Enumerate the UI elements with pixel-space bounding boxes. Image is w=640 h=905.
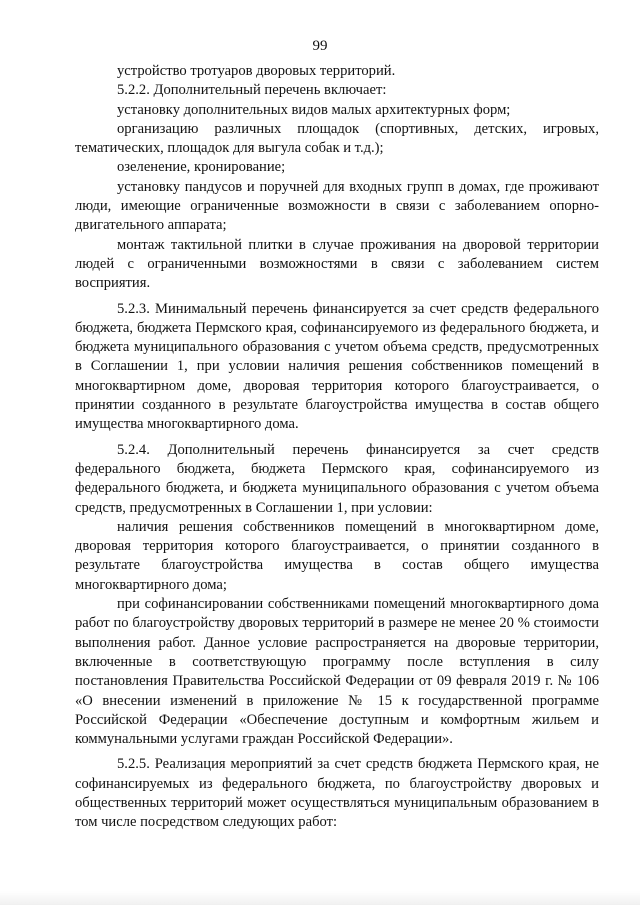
page-number: 99 xyxy=(312,38,328,54)
paragraph-11: при софинансировании собственниками помещений многоквартирного дома работ по благоустройству дворовых территорий в размере не менее 20 % стоимости выполнения работ. Данное условие распространяется на дворовые территории, включенные в соответствующую программу после вступления в силу постановления Правительства Российской Федерации от 09 февраля 2019 г. № 106 «О внесении изменений в приложение № 15 к государственной программе Российской Федерации «Обеспечение доступным и комфортным жильем и коммунальными услугами граждан Российской Федерации». xyxy=(75,596,599,748)
paragraph-5: озеленение, кронирование; xyxy=(117,159,286,176)
paragraph-7: монтаж тактильной плитки в случае проживания на дворовой территории людей с ограниченными возможностями в связи с заболеванием систем восприятия. xyxy=(75,236,599,292)
paragraph-8: 5.2.3. Минимальный перечень финансируется за счет средств федерального бюджета, бюджета Пермского края, софинансируемого из федерального бюджета, и бюджета муниципального образования с учетом объема средств, предусмотренных в Соглашении 1, при условии наличия решения собственников помещений в многоквартирном доме, дворовая территория которого благоустраивается, о принятии созданного в результате благоустройства имущества в состав общего имущества многоквартирного дома. xyxy=(75,300,599,433)
paragraph-9: 5.2.4. Дополнительный перечень финансируется за счет средств федерального бюджета, бюджета Пермского края, софинансируемого из федерального бюджета, и бюджета муниципального образования с учетом объема средств, предусмотренных в Соглашении 1, при условии: xyxy=(75,441,599,516)
paragraph-10: наличия решения собственников помещений в многоквартирном доме, дворовая территория которого благоустраивается, о принятии созданного в результате благоустройства имущества в состав общего имущества многоквартирного дома; xyxy=(75,518,599,593)
paragraph-2: 5.2.2. Дополнительный перечень включает: xyxy=(117,82,387,99)
paragraph-12: 5.2.5. Реализация мероприятий за счет средств бюджета Пермского края, не софинансируемых из федерального бюджета, по благоустройству дворовых и общественных территорий может осуществляться муниципальным образованием в том числе посредством следующих работ: xyxy=(75,756,599,831)
paragraph-4: организацию различных площадок (спортивных, детских, игровых, тематических, площадок для выгула собак и т.д.); xyxy=(75,120,599,157)
document-body xyxy=(75,62,599,833)
paragraph-6: установку пандусов и поручней для входных групп в домах, где проживают люди, имеющие ограниченные возможности в связи с заболеванием опорно-двигательного аппарата; xyxy=(75,178,599,234)
paragraph-3: установку дополнительных видов малых архитектурных форм; xyxy=(117,101,511,118)
scan-shadow xyxy=(0,891,640,905)
paragraph-1: устройство тротуаров дворовых территорий. xyxy=(117,63,396,79)
